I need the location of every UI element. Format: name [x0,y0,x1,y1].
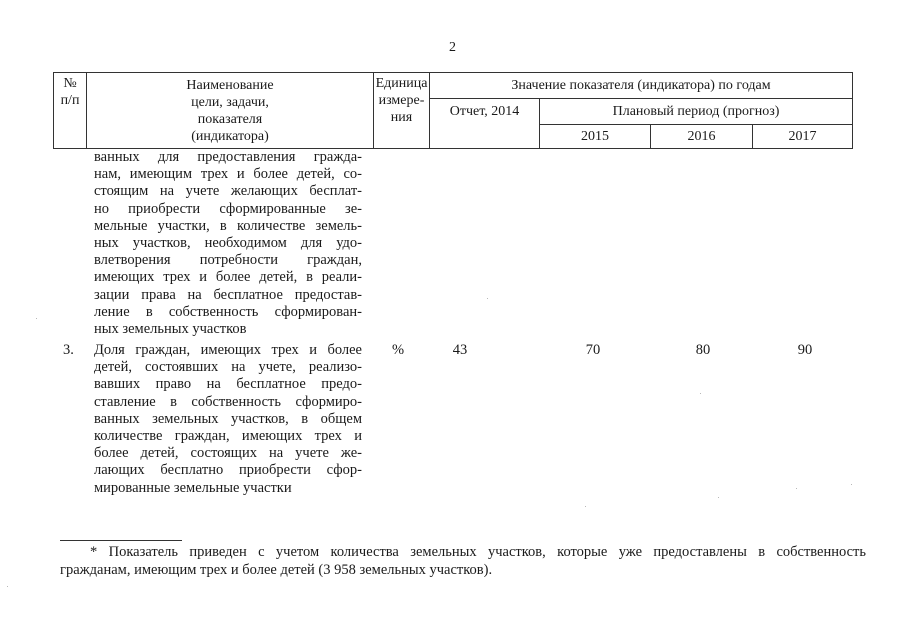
row-3-plan-2017: 90 [797,342,813,358]
row-3-number: 3. [63,342,74,358]
header-col-name: Наименование цели, задачи, показателя (индикатора) [87,73,374,149]
header-year-2015: 2015 [540,125,651,149]
footnote: * Показатель приведен с учетом количества земельных участков, которые уже предоставлены в собственность гражданам, имеющим трех и более детей (3 958 земельных участков). [60,544,866,578]
row-continuation-name: ванных для предоставления гражда- нам, имеющим трех и более детей, со- стоящим на учете желающих бесплат- но приобрести сформированные зе- мельные участки, в количестве земель- ных участков, необходимом для удо- влетворения потребности граждан, имеющих трех и более детей, в реали- зации права на бесплатное предостав- ление в собственность сформирован- ных земельных участков [94,149,362,338]
header-year-2016: 2016 [651,125,753,149]
row-3-unit: % [391,342,405,358]
row-3-plan-2016: 80 [695,342,711,358]
header-year-2017: 2017 [753,125,853,149]
header-col-number: № п/п [54,73,87,149]
row-3-plan-2015: 70 [585,342,601,358]
footnote-separator [60,540,182,541]
header-plan-group: Плановый период (прогноз) [540,99,853,125]
row-3-report-2014: 43 [452,342,468,358]
page-number: 2 [449,40,456,55]
table-header [53,72,853,149]
row-3-name: Доля граждан, имеющих трех и более детей, состоявших на учете, реализо- вавших право на бесплатное предо- ставление в собственность сформиро- ванных земельных участков, в общем количестве граждан, имеющих трех и более детей, состоящих на учете же- лающих бесплатно приобрести сфор- мированные земельные участки [94,342,362,496]
header-col-unit: Единица измере- ния [374,73,430,149]
header-values-group: Значение показателя (индикатора) по годам [430,73,853,99]
header-report-2014: Отчет, 2014 [430,99,540,149]
